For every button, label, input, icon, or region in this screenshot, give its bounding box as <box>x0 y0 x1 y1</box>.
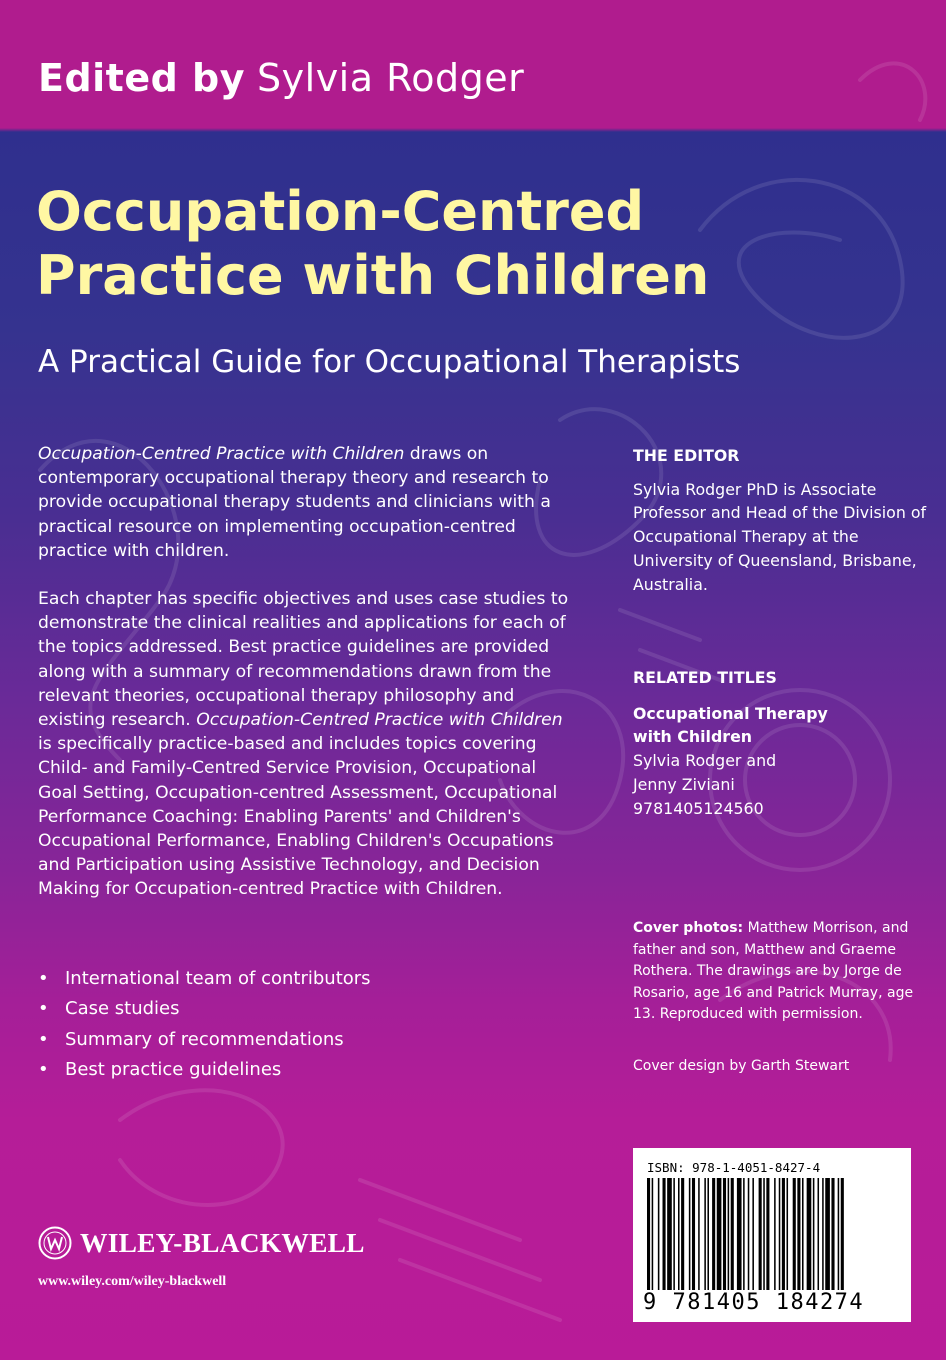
cover-photos-label: Cover photos: <box>633 920 744 936</box>
barcode-bar <box>647 1178 650 1290</box>
book-subtitle: A Practical Guide for Occupational Therapists <box>38 344 741 380</box>
feature-item: • Summary of recommendations <box>38 1025 578 1055</box>
publisher-url: www.wiley.com/wiley-blackwell <box>38 1274 227 1289</box>
barcode-bar <box>818 1178 820 1290</box>
barcode-bar <box>766 1178 769 1290</box>
barcode-bar <box>723 1178 726 1290</box>
barcode-bar <box>763 1178 765 1290</box>
description-paragraph-2 <box>38 587 578 902</box>
publisher-block <box>38 1226 365 1290</box>
editor-heading: THE EDITOR <box>633 446 740 465</box>
barcode-bar <box>728 1178 730 1290</box>
feature-item: • Case studies <box>38 994 578 1024</box>
barcode-bar <box>822 1178 824 1290</box>
cover-credits <box>633 918 933 1026</box>
barcode-bar <box>673 1178 675 1290</box>
barcode-bar <box>652 1178 654 1290</box>
editor-name: Sylvia Rodger <box>257 56 525 100</box>
related-book-authors: Sylvia Rodger and Jenny Ziviani <box>633 751 777 794</box>
barcode-bar <box>731 1178 734 1290</box>
barcode-bar <box>681 1178 684 1290</box>
barcode-bar <box>838 1178 840 1290</box>
edited-by-line <box>38 56 524 100</box>
barcode-bar <box>704 1178 706 1290</box>
cover-photos-text: Matthew Morrison, and father and son, Matthew and Graeme Rothera. The drawings are by Jorge de Rosario, age 16 and Patrick Murray, age 13. Reproduced with permission. <box>633 920 914 1023</box>
barcode-bar <box>831 1178 834 1290</box>
barcode-bar <box>813 1178 815 1290</box>
barcode-bar <box>748 1178 750 1290</box>
publisher-logo <box>38 1226 365 1260</box>
feature-item: • Best practice guidelines <box>38 1055 578 1085</box>
cover-design-credit: Cover design by Garth Stewart <box>633 1058 850 1074</box>
editor-bio: Sylvia Rodger PhD is Associate Professor and Head of the Division of Occupational Therapy at the University of Queensland, Brisbane, Australia. <box>633 479 927 594</box>
barcode-bar <box>802 1178 804 1290</box>
barcode-bar <box>692 1178 695 1290</box>
barcode-bars <box>647 1178 897 1290</box>
barcode-bar <box>787 1178 789 1290</box>
barcode-bar <box>793 1178 796 1290</box>
description-title-italic-2: Occupation-Centred Practice with Children <box>196 710 563 731</box>
barcode-bar <box>759 1178 762 1290</box>
barcode-bar <box>707 1178 709 1290</box>
description-paragraph-2-end: is specifically practice-based and includes topics covering Child- and Family-Centred Service Provision, Occupational Goal Setting, Occupation-centred Assessment, Occupational Performance Coaching: Enabling Parents' and Children's Occupational Performance, Enabling Children's Occupations and Participation using Assistive Technology, and Decision Making for Occupation-centred Practice with Children. <box>38 734 558 900</box>
wiley-seal-icon <box>38 1226 72 1260</box>
feature-list <box>38 964 578 1085</box>
related-titles-heading: RELATED TITLES <box>633 668 777 687</box>
barcode-bar <box>712 1178 715 1290</box>
barcode-bar <box>698 1178 700 1290</box>
barcode-digits: 9 781405 184274 <box>643 1290 865 1315</box>
barcode-bar <box>797 1178 800 1290</box>
barcode-bar <box>743 1178 745 1290</box>
barcode-bar <box>678 1178 680 1290</box>
book-title-line1: Occupation-Centred <box>36 180 645 243</box>
related-book-isbn: 9781405124560 <box>633 798 764 818</box>
barcode-bar <box>717 1178 722 1290</box>
barcode-bar <box>737 1178 742 1290</box>
barcode-bar <box>825 1178 830 1290</box>
barcode-bar <box>774 1178 776 1290</box>
barcode-bar <box>782 1178 785 1290</box>
barcode-bar <box>779 1178 781 1290</box>
publisher-name: WILEY-BLACKWELL <box>80 1227 365 1258</box>
related-titles-section <box>633 666 933 820</box>
barcode-bar <box>689 1178 691 1290</box>
edited-by-label: Edited by <box>38 56 246 100</box>
related-book-title: Occupational Therapy with Children <box>633 703 828 747</box>
barcode-panel <box>633 1148 911 1322</box>
description <box>38 442 578 926</box>
barcode-bar <box>841 1178 844 1290</box>
description-paragraph-1-text: draws on contemporary occupational therapy theory and research to provide occupational therapy students and clinicians with a practical resource on implementing occupation-centred practice with children. <box>38 444 551 561</box>
barcode-bar <box>663 1178 666 1290</box>
barcode-bar <box>658 1178 660 1290</box>
book-title-line2: Practice with Children <box>36 244 710 307</box>
isbn-label: ISBN: 978-1-4051-8427-4 <box>647 1160 821 1175</box>
book-title <box>36 180 916 308</box>
barcode-bar <box>807 1178 812 1290</box>
barcode-bar <box>667 1178 672 1290</box>
barcode-bar <box>752 1178 754 1290</box>
description-paragraph-1 <box>38 442 578 563</box>
feature-item: • International team of contributors <box>38 964 578 994</box>
description-paragraph-2-start: Each chapter has specific objectives and uses case studies to demonstrate the clinical realities and applications for each of the topics addressed. Best practice guidelines are provided along with a summary of recommendations drawn from the relevant theories, occupational therapy philosophy and existing research. <box>38 589 569 731</box>
description-title-italic: Occupation-Centred Practice with Children <box>38 444 405 464</box>
editor-section <box>633 444 933 596</box>
